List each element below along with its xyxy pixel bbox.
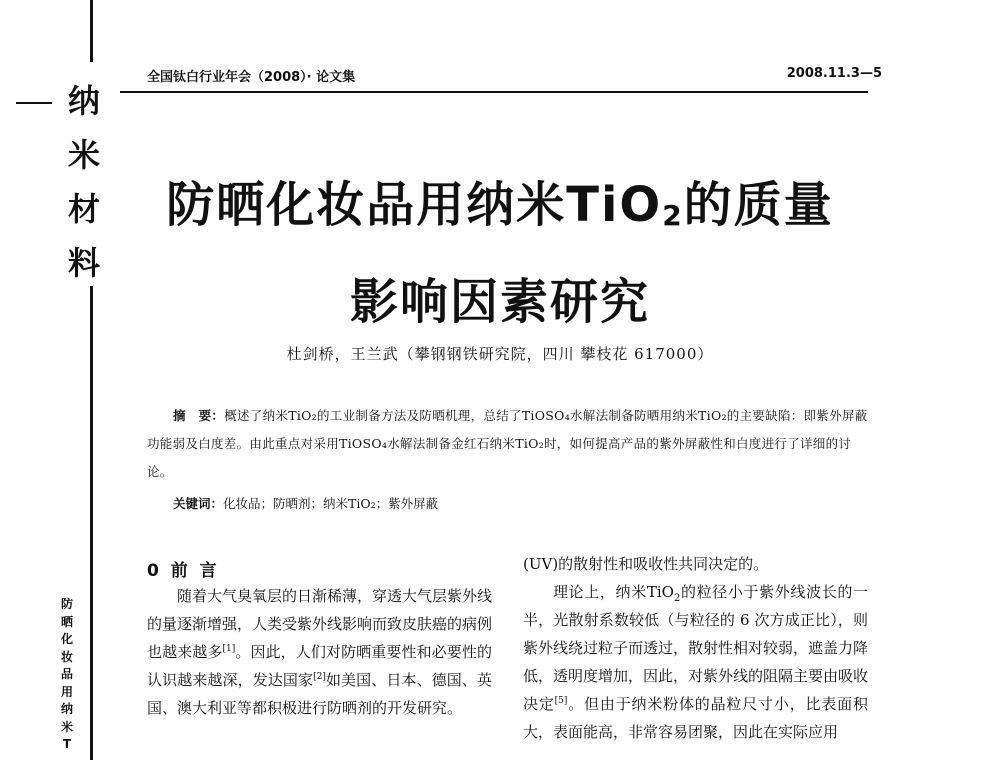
authors-affiliation: 杜剑桥，王兰武（攀钢钢铁研究院，四川 攀枝花 617000） <box>286 345 714 363</box>
running-title-char: 纳 <box>60 702 73 716</box>
sidebar-char: 米 <box>67 136 100 174</box>
running-title-char: 米 <box>60 719 73 734</box>
title-subscript: 2 <box>662 199 684 232</box>
body-text: 的粒径小于紫外线波长的一半，光散射系数较低（与粒径的 6 次方成正比），则紫外线绕过粒子而透过，散射性相对较弱，遮盖力降低，透明度增加，因此，对紫外线的阻隔主要由吸收决定 <box>523 583 869 713</box>
header-proceedings: 全国钛白行业年会（2008）· 论文集 <box>147 70 356 85</box>
sidebar-dash <box>16 102 52 104</box>
abstract-text: 概述了纳米TiO₂的工业制备方法及防晒机理，总结了TiOSO₄水解法制备防晒用纳米TiO₂的主要缺陷：即紫外屏蔽功能弱及白度差。由此重点对采用TiOSO₄水解法制备金红石纳米TiO₂时，如何提高产品的紫外屏蔽性和白度进行了详细的讨论。 <box>147 408 868 479</box>
citation-ref: [2] <box>313 672 326 682</box>
sidebar-running-title <box>58 596 76 754</box>
title-line-1 <box>120 162 880 259</box>
body-text: 如美国、日本、德国、英国、澳大利亚等都积极进行防晒剂的开发研究。 <box>147 671 492 717</box>
keywords-text: 化妆品；防晒剂；纳米TiO₂；紫外屏蔽 <box>223 496 439 511</box>
running-title-char: 用 <box>60 684 73 699</box>
abstract <box>147 402 869 486</box>
body-right-line: (UV)的散射性和吸收性共同决定的。 <box>523 555 769 573</box>
section-heading: 0 前 言 <box>147 561 220 581</box>
keywords-label: 关键词： <box>173 496 224 511</box>
title-text: 防晒化妆品用纳米TiO <box>166 177 663 233</box>
title-text: 的质量 <box>683 177 834 233</box>
body-text: 理论上，纳米TiO <box>553 583 674 601</box>
formula-subscript: 2 <box>673 593 681 604</box>
body-text: 。因此，人们对防晒重要性和必要性的认识越来越深，发达国家 <box>147 643 492 689</box>
sidebar-char: 料 <box>67 244 100 282</box>
citation-ref: [5] <box>554 696 568 706</box>
sidebar-char: 材 <box>67 190 100 228</box>
sidebar-vertical-rule <box>90 286 93 760</box>
sidebar-char: 纳 <box>67 82 100 120</box>
running-title-char: 化 <box>60 632 73 646</box>
title-line-2: 影响因素研究 <box>349 274 650 330</box>
keywords <box>173 494 438 512</box>
abstract-label: 摘 要： <box>173 408 225 423</box>
running-title-char: 防 <box>60 597 73 611</box>
citation-ref: [1] <box>222 644 236 654</box>
body-left-column <box>147 582 492 722</box>
body-right-column <box>523 578 868 746</box>
body-text: 。但由于纳米粉体的晶粒尺寸小，比表面积大，表面能高，非常容易团聚，因此在实际应用 <box>523 695 868 741</box>
sidebar-top-rule <box>90 0 93 62</box>
header-rule <box>120 91 868 93</box>
running-title-char: 晒 <box>60 614 73 629</box>
body-text: 随着大气臭氧层的日渐稀薄，穿透大气层紫外线的量逐渐增强，人类受紫外线影响而致皮肤癌的病例也越来越多 <box>147 587 493 661</box>
sidebar-vertical-label <box>60 74 108 290</box>
running-title-char: T <box>62 737 72 751</box>
running-title-char: 妆 <box>60 649 73 664</box>
running-title-char: 品 <box>60 667 73 681</box>
paper-title <box>120 162 880 345</box>
header-date: 2008.11.3—5 <box>786 66 882 81</box>
